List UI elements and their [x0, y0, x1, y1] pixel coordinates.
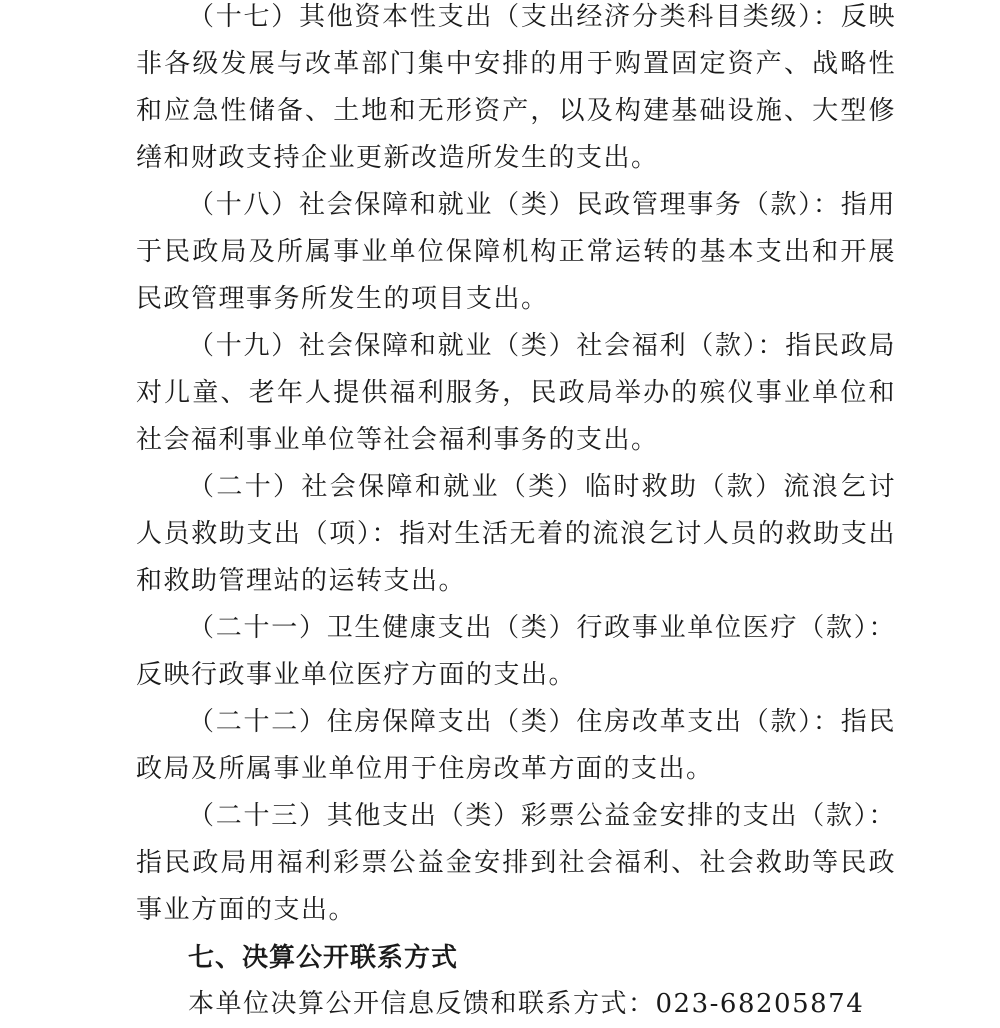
contact-info: 本单位决算公开信息反馈和联系方式：023-68205874 — [188, 989, 865, 1019]
paragraph-item-21: （二十一）卫生健康支出（类）行政事业单位医疗（款）：反映行政事业单位医疗方面的支出。 — [136, 613, 896, 690]
paragraph-item-17: （十七）其他资本性支出（支出经济分类科目类级）：反映非各级发展与改革部门集中安排的用于购置固定资产、战略性和应急性储备、土地和无形资产，以及构建基础设施、大型修缮和财政支持企业更新改造所发生的支出。 — [136, 2, 896, 173]
paragraph-item-20: （二十）社会保障和就业（类）临时救助（款）流浪乞讨人员救助支出（项）：指对生活无着的流浪乞讨人员的救助支出和救助管理站的运转支出。 — [136, 472, 896, 596]
paragraph-item-19: （十九）社会保障和就业（类）社会福利（款）：指民政局对儿童、老年人提供福利服务，民政局举办的殡仪事业单位和社会福利事业单位等社会福利事务的支出。 — [136, 331, 896, 455]
section-heading: 七、决算公开联系方式 — [188, 943, 459, 973]
paragraph-item-22: （二十二）住房保障支出（类）住房改革支出（款）：指民政局及所属事业单位用于住房改革方面的支出。 — [136, 707, 896, 784]
paragraph-item-23: （二十三）其他支出（类）彩票公益金安排的支出（款）：指民政局用福利彩票公益金安排到社会福利、社会救助等民政事业方面的支出。 — [136, 801, 896, 925]
paragraph-item-18: （十八）社会保障和就业（类）民政管理事务（款）：指用于民政局及所属事业单位保障机构正常运转的基本支出和开展民政管理事务所发生的项目支出。 — [136, 190, 896, 314]
